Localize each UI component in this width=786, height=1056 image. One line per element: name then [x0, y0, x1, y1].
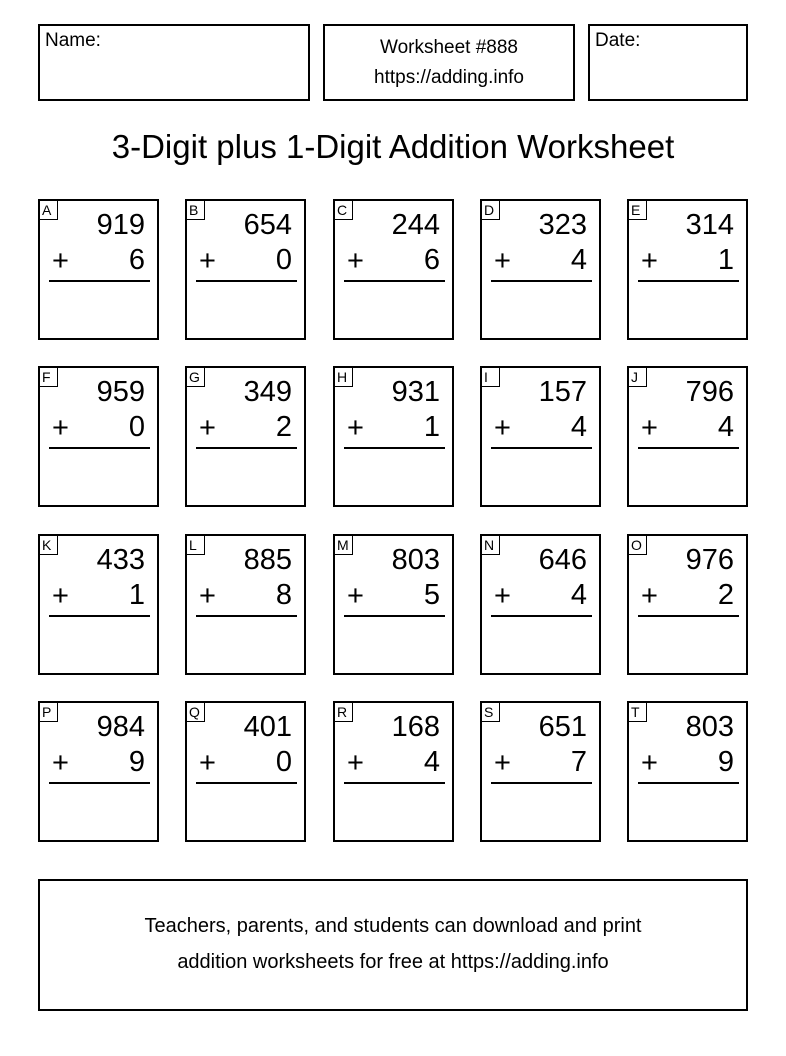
problem-label: J: [628, 367, 647, 387]
bottom-number: 6: [423, 244, 440, 276]
plus-sign: +: [52, 580, 69, 612]
problem-box-l: [185, 534, 306, 675]
top-number: 976: [685, 544, 734, 576]
bottom-number: 2: [275, 411, 292, 443]
answer-line: [196, 782, 297, 784]
answer-line: [491, 782, 592, 784]
problem-box-e: [627, 199, 748, 340]
problem-label: K: [39, 535, 58, 555]
problem-label: B: [186, 200, 205, 220]
plus-sign: +: [641, 747, 658, 779]
bottom-number: 0: [128, 411, 145, 443]
answer-line: [196, 280, 297, 282]
problem-label: R: [334, 702, 353, 722]
problem-box-o: [627, 534, 748, 675]
bottom-number: 1: [717, 244, 734, 276]
bottom-number: 1: [423, 411, 440, 443]
plus-sign: +: [641, 580, 658, 612]
plus-sign: +: [347, 245, 364, 277]
top-number: 919: [96, 209, 145, 241]
problem-box-s: [480, 701, 601, 842]
top-number: 803: [391, 544, 440, 576]
plus-sign: +: [494, 412, 511, 444]
top-number: 931: [391, 376, 440, 408]
bottom-number: 9: [128, 746, 145, 778]
answer-line: [49, 615, 150, 617]
problem-label: L: [186, 535, 205, 555]
problem-box-a: [38, 199, 159, 340]
answer-line: [344, 615, 445, 617]
top-number: 349: [243, 376, 292, 408]
bottom-number: 1: [128, 579, 145, 611]
problem-label: Q: [186, 702, 205, 722]
answer-line: [638, 447, 739, 449]
problem-label: C: [334, 200, 353, 220]
answer-line: [49, 447, 150, 449]
bottom-number: 4: [717, 411, 734, 443]
footer-line-2: addition worksheets for free at https://adding.info: [177, 951, 609, 973]
answer-line: [49, 280, 150, 282]
bottom-number: 8: [275, 579, 292, 611]
top-number: 433: [96, 544, 145, 576]
problem-box-b: [185, 199, 306, 340]
bottom-number: 4: [570, 244, 587, 276]
answer-line: [491, 280, 592, 282]
problem-label: D: [481, 200, 500, 220]
footer-line-1: Teachers, parents, and students can download and print: [144, 915, 642, 937]
answer-line: [196, 615, 297, 617]
plus-sign: +: [641, 412, 658, 444]
plus-sign: +: [199, 412, 216, 444]
problem-label: G: [186, 367, 205, 387]
problem-label: S: [481, 702, 500, 722]
problem-label: E: [628, 200, 647, 220]
top-number: 314: [685, 209, 734, 241]
answer-line: [344, 782, 445, 784]
top-number: 803: [685, 711, 734, 743]
problem-box-g: [185, 366, 306, 507]
plus-sign: +: [347, 580, 364, 612]
plus-sign: +: [199, 580, 216, 612]
problem-box-f: [38, 366, 159, 507]
problem-label: A: [39, 200, 58, 220]
top-number: 244: [391, 209, 440, 241]
problem-box-q: [185, 701, 306, 842]
problem-label: N: [481, 535, 500, 555]
bottom-number: 4: [570, 411, 587, 443]
top-number: 885: [243, 544, 292, 576]
plus-sign: +: [199, 245, 216, 277]
bottom-number: 0: [275, 746, 292, 778]
plus-sign: +: [347, 412, 364, 444]
plus-sign: +: [347, 747, 364, 779]
problem-label: M: [334, 535, 353, 555]
top-number: 157: [538, 376, 587, 408]
problem-label: H: [334, 367, 353, 387]
answer-line: [344, 447, 445, 449]
bottom-number: 2: [717, 579, 734, 611]
answer-line: [49, 782, 150, 784]
problem-box-h: [333, 366, 454, 507]
plus-sign: +: [641, 245, 658, 277]
plus-sign: +: [494, 245, 511, 277]
problem-box-j: [627, 366, 748, 507]
name-label: Name:: [45, 30, 101, 51]
footer-box: [38, 879, 748, 1011]
date-label: Date:: [595, 30, 641, 51]
problem-box-k: [38, 534, 159, 675]
problem-label: F: [39, 367, 58, 387]
answer-line: [638, 280, 739, 282]
answer-line: [491, 447, 592, 449]
problem-box-c: [333, 199, 454, 340]
worksheet-number: Worksheet #888: [379, 37, 518, 58]
top-number: 654: [243, 209, 292, 241]
top-number: 651: [538, 711, 587, 743]
top-number: 168: [391, 711, 440, 743]
problem-box-n: [480, 534, 601, 675]
top-number: 796: [685, 376, 734, 408]
worksheet-url: https://adding.info: [374, 67, 524, 88]
plus-sign: +: [52, 747, 69, 779]
top-number: 984: [96, 711, 145, 743]
plus-sign: +: [52, 412, 69, 444]
date-box: [588, 24, 748, 101]
problem-box-i: [480, 366, 601, 507]
plus-sign: +: [52, 245, 69, 277]
plus-sign: +: [494, 580, 511, 612]
problem-label: O: [628, 535, 647, 555]
problem-box-m: [333, 534, 454, 675]
bottom-number: 9: [717, 746, 734, 778]
bottom-number: 7: [570, 746, 587, 778]
top-number: 323: [538, 209, 587, 241]
answer-line: [638, 782, 739, 784]
problem-label: T: [628, 702, 647, 722]
bottom-number: 4: [423, 746, 440, 778]
problem-label: P: [39, 702, 58, 722]
problem-box-p: [38, 701, 159, 842]
answer-line: [344, 280, 445, 282]
answer-line: [638, 615, 739, 617]
top-number: 959: [96, 376, 145, 408]
problem-box-d: [480, 199, 601, 340]
problem-box-r: [333, 701, 454, 842]
bottom-number: 6: [128, 244, 145, 276]
top-number: 401: [243, 711, 292, 743]
top-number: 646: [538, 544, 587, 576]
plus-sign: +: [494, 747, 511, 779]
worksheet-title: 3-Digit plus 1-Digit Addition Worksheet: [111, 128, 675, 165]
bottom-number: 4: [570, 579, 587, 611]
plus-sign: +: [199, 747, 216, 779]
bottom-number: 0: [275, 244, 292, 276]
name-box: [38, 24, 310, 101]
answer-line: [491, 615, 592, 617]
problem-box-t: [627, 701, 748, 842]
problem-label: I: [481, 367, 500, 387]
answer-line: [196, 447, 297, 449]
worksheet-info-box: [323, 24, 575, 101]
bottom-number: 5: [423, 579, 440, 611]
